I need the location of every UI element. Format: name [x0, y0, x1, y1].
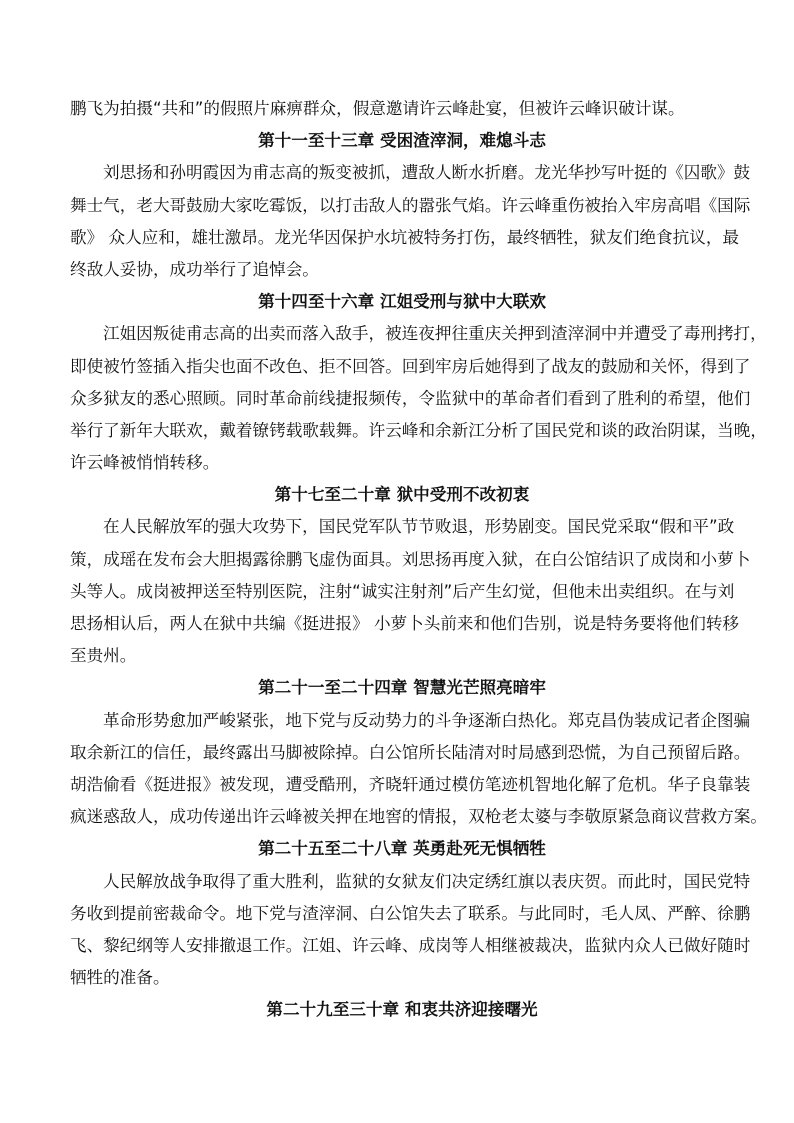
paragraph-line: 取余新江的信任，最终露出马脚被除掉。白公馆所长陆清对时局感到恐慌，为自己预留后路。	[70, 742, 751, 762]
paragraph-line: 思扬相认后，两人在狱中共编《挺进报》 小萝卜头前来和他们告别，说是特务要将他们转移	[70, 614, 740, 633]
paragraph-line: 务收到提前密裁命令。地下党与渣滓洞、白公馆失去了联系。与此同时，毛人凤、严醉、徐鹏	[70, 903, 751, 923]
section-heading: 第十一至十三章 受困渣滓洞，难熄斗志	[258, 131, 546, 151]
paragraph-line: 众多狱友的悉心照顾。同时革命前线捷报频传，令监狱中的革命者们看到了胜利的希望，他们	[70, 388, 751, 408]
section-3	[70, 479, 751, 672]
paragraph-line: 飞、黎纪纲等人安排撤退工作。江姐、许云峰、成岗等人相继被裁决，监狱内众人已做好随时	[70, 935, 751, 955]
section-5	[70, 833, 751, 994]
intro-line: 鹏飞为拍摄“共和”的假照片麻痹群众，假意邀请许云峰赴宴，但被许云峰识破计谋。	[70, 99, 685, 118]
paragraph-line: 在人民解放军的强大攻势下，国民党军队节节败退，形势剧变。国民党采取“假和平”政	[103, 517, 735, 537]
paragraph-line: 至贵州。	[70, 646, 137, 666]
paragraph-line: 舞士气，老大哥鼓励大家吃霉饭，以打击敌人的嚣张气焰。许云峰重伤被抬入牢房高唱《国际	[70, 195, 751, 215]
section-6	[70, 994, 734, 1026]
paragraph-line: 歌》 众人应和，雄壮激昂。龙光华因保护水坑被特务打伤，最终牺牲，狱友们绝食抗议，最	[70, 227, 740, 247]
paragraph-line: 许云峰被悄悄转移。	[70, 453, 220, 473]
section-1	[70, 125, 751, 286]
section-heading: 第十七至二十章 狱中受刑不改初衷	[274, 485, 530, 505]
paragraph-line: 刘思扬和孙明霞因为甫志高的叛变被抓，遭敌人断水折磨。龙光华抄写叶挺的《囚歌》鼓	[103, 163, 751, 183]
section-heading: 第十四至十六章 江姐受刑与狱中大联欢	[258, 292, 546, 312]
paragraph-line: 疯迷惑敌人，成功传递出许云峰被关押在地窖的情报，双枪老太婆与李敬原紧急商议营救方案。	[70, 807, 767, 827]
paragraph-line: 革命形势愈加严峻紧张，地下党与反动势力的斗争逐渐白热化。郑克昌伪装成记者企图骗	[103, 710, 751, 730]
paragraph-line: 牺牲的准备。	[70, 968, 170, 988]
section-2	[70, 286, 767, 479]
section-heading: 第二十五至二十八章 英勇赴死无惧牺牲	[258, 839, 546, 859]
paragraph-line: 即使被竹签插入指尖也面不改色、拒不回答。回到牢房后她得到了战友的鼓励和关怀，得到了	[70, 356, 751, 376]
paragraph-line: 头等人。成岗被押送至特别医院，注射“诚实注射剂”后产生幻觉，但他未出卖组织。在与刘	[70, 581, 735, 601]
paragraph-line: 策，成瑶在发布会大胆揭露徐鹏飞虚伪面具。刘思扬再度入狱，在白公馆结识了成岗和小萝卜	[70, 549, 751, 569]
section-heading: 第二十九至三十章 和衷共济迎接曙光	[266, 1000, 538, 1020]
paragraph-line: 终敌人妥协，成功举行了追悼会。	[70, 259, 319, 279]
section-4	[70, 672, 767, 833]
paragraph-line: 江姐因叛徒甫志高的出卖而落入敌手，被连夜押往重庆关押到渣滓洞中并遭受了毒刑拷打，	[103, 324, 767, 344]
section-heading: 第二十一至二十四章 智慧光芒照亮暗牢	[258, 678, 546, 698]
document-page	[70, 93, 767, 1026]
paragraph-line: 胡浩偷看《挺进报》被发现，遭受酷刑，齐晓轩通过模仿笔迹机智地化解了危机。华子良靠装	[70, 774, 751, 794]
paragraph-line: 人民解放战争取得了重大胜利，监狱的女狱友们决定绣红旗以表庆贺。而此时，国民党特	[103, 871, 751, 891]
paragraph-line: 举行了新年大联欢，戴着镣铐载歌载舞。许云峰和余新江分析了国民党和谈的政治阴谋，当晚，	[70, 420, 767, 440]
